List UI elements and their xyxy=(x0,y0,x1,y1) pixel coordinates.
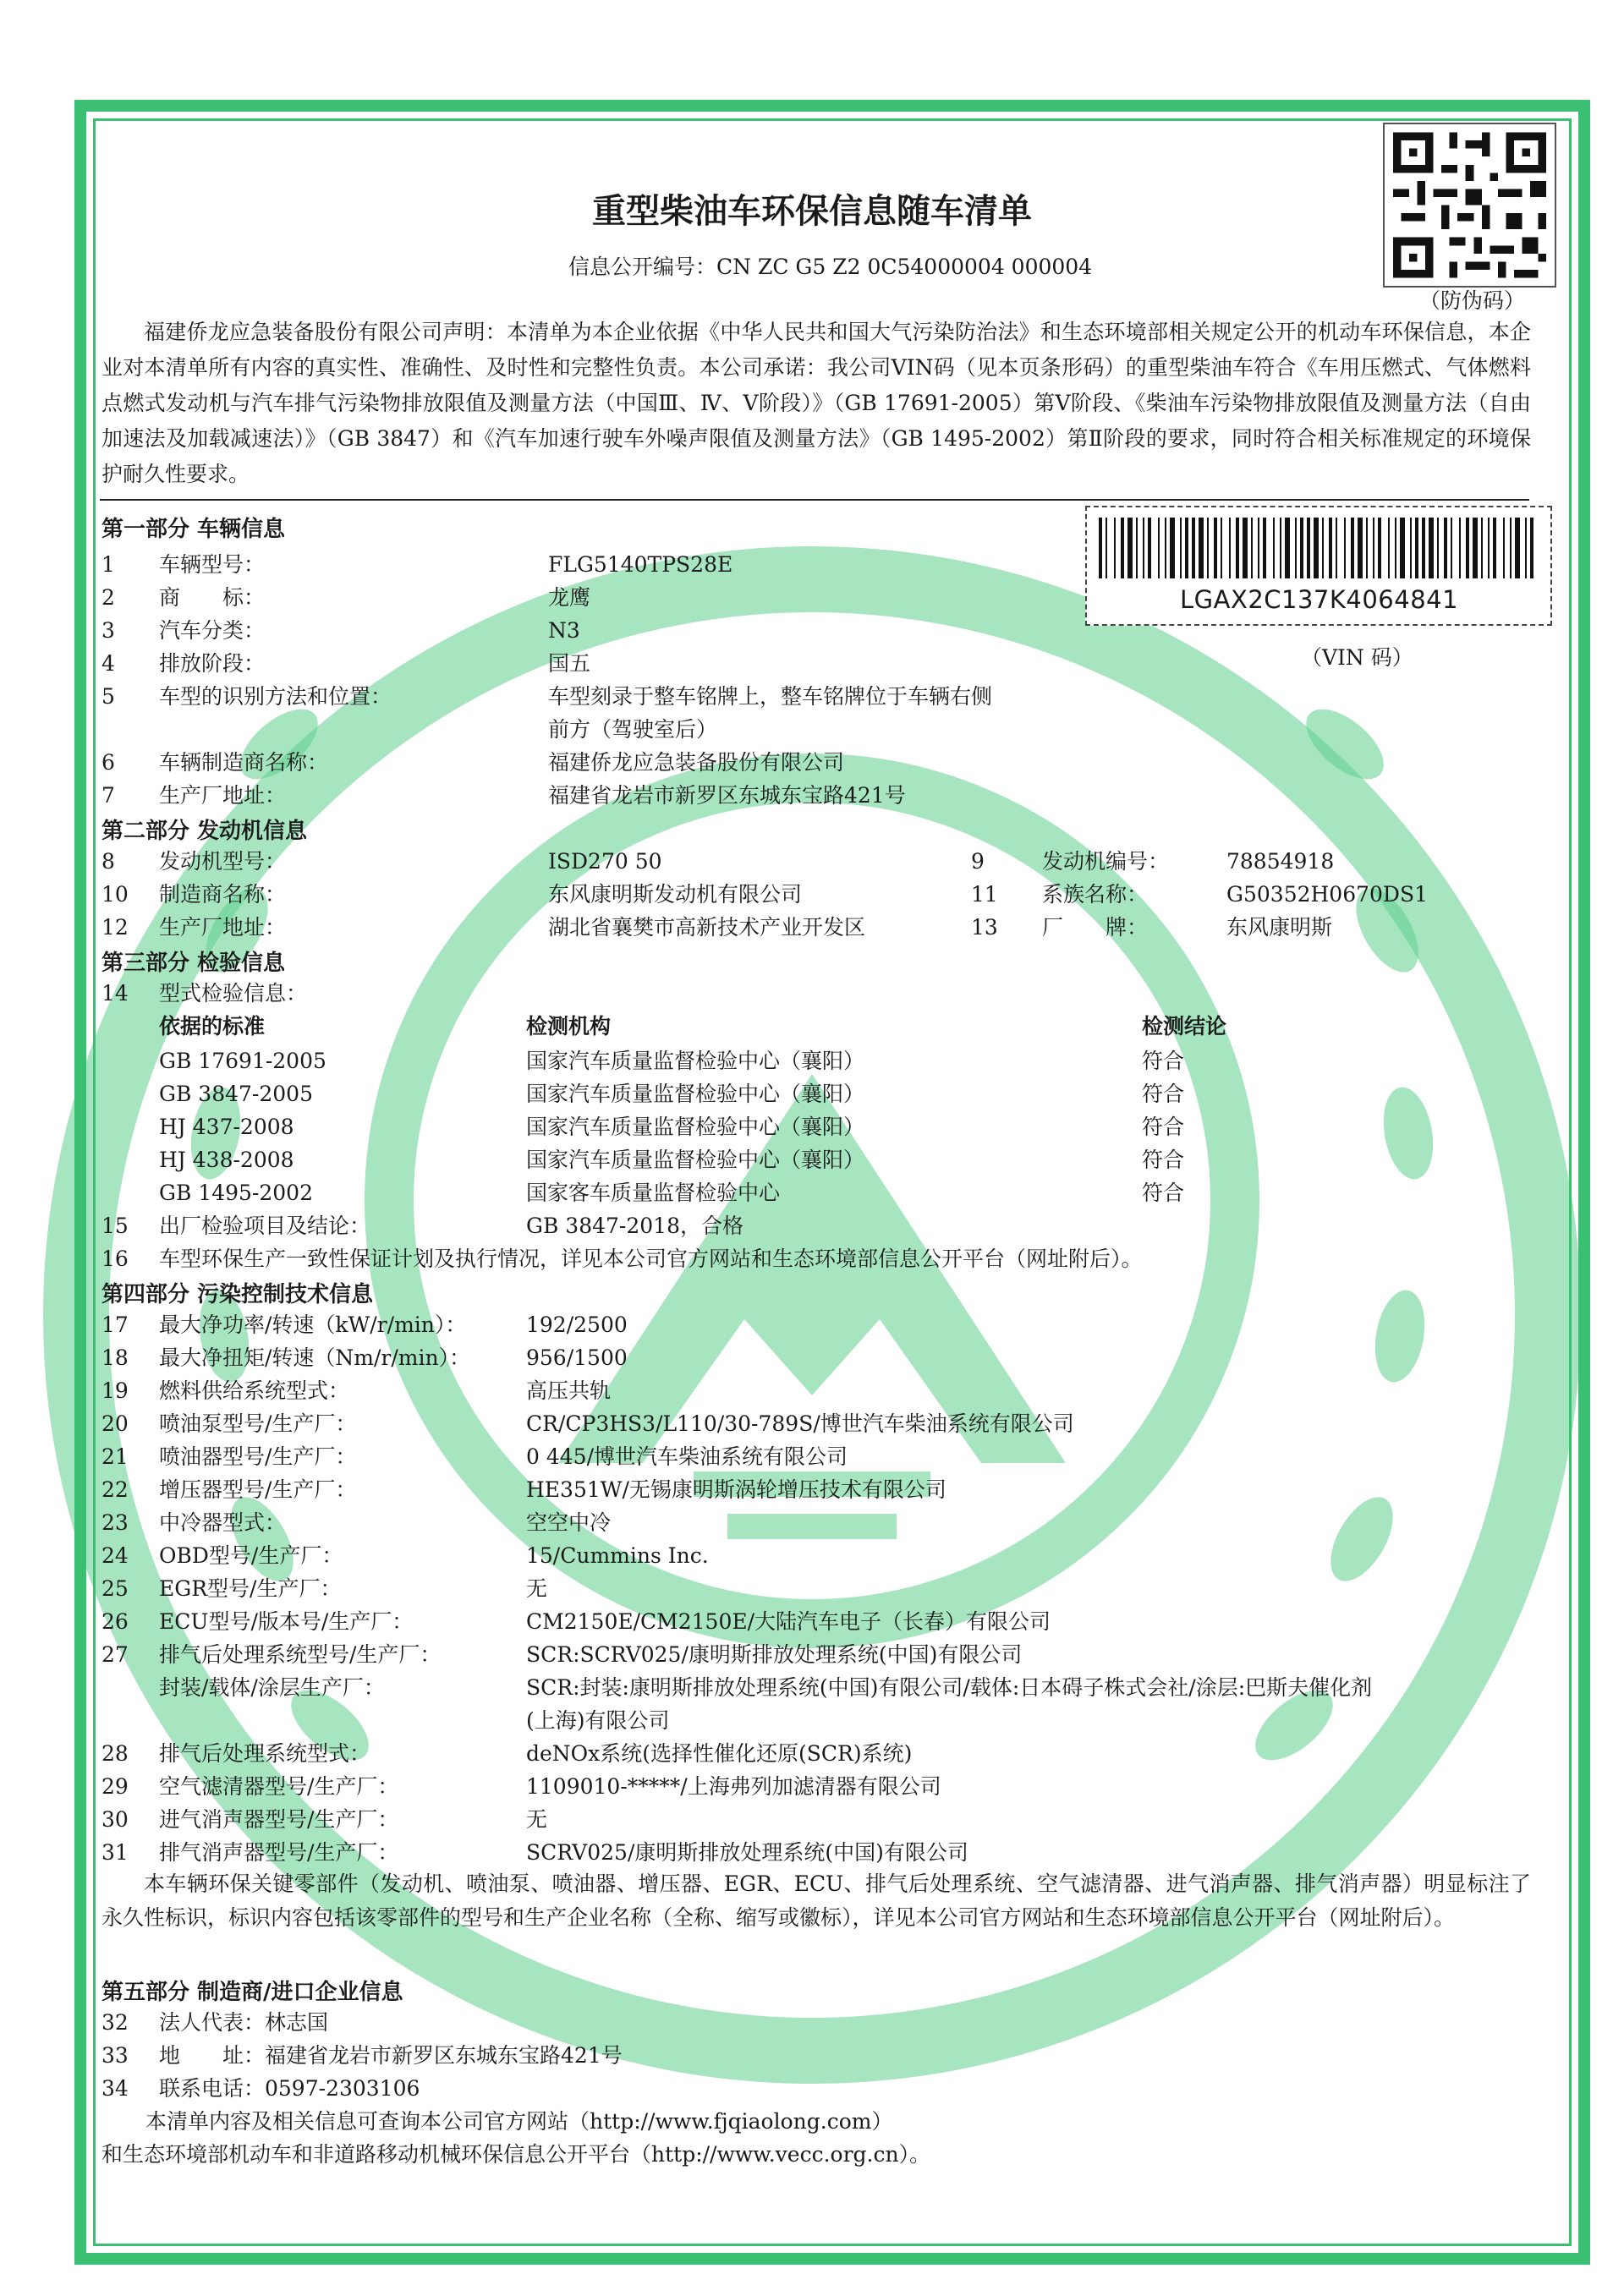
row-no: 13 xyxy=(971,915,998,940)
emission-stage-value: 国五 xyxy=(548,651,591,676)
part4-title: 第四部分 污染控制技术信息 xyxy=(102,1282,374,1307)
row-no: 1 xyxy=(102,552,115,577)
row-no: 20 xyxy=(102,1411,129,1436)
row-label: 制造商名称： xyxy=(159,882,287,907)
conformity-text: 车型环保生产一致性保证计划及执行情况，详见本公司官方网站和生态环境部信息公开平台（网址附后）。 xyxy=(159,1247,1143,1271)
part1-title: 第一部分 车辆信息 xyxy=(102,517,286,542)
divider xyxy=(100,499,1529,501)
row-no: 31 xyxy=(102,1840,129,1865)
test-agency: 国家汽车质量监督检验中心（襄阳） xyxy=(526,1049,865,1073)
engine-number-value: 78854918 xyxy=(1226,849,1335,874)
row-label: 排气后处理系统型式： xyxy=(159,1741,371,1766)
aftertreatment-type-value: deNOx系统(选择性催化还原(SCR)系统) xyxy=(526,1741,913,1766)
row-label: ECU型号/版本号/生产厂： xyxy=(159,1609,414,1634)
row-label: 车型的识别方法和位置： xyxy=(159,684,392,709)
row-label: 排放阶段： xyxy=(159,651,266,676)
category-value: N3 xyxy=(548,618,580,643)
test-standard: GB 3847-2005 xyxy=(159,1082,313,1106)
aftertreatment-value: SCR:SCRV025/康明斯排放处理系统(中国)有限公司 xyxy=(526,1642,1023,1667)
egr-value: 无 xyxy=(526,1576,548,1601)
identification-value-cont: 前方（驾驶室后） xyxy=(548,717,718,742)
row-no: 9 xyxy=(971,849,985,874)
test-result: 符合 xyxy=(1142,1148,1185,1172)
row-no: 18 xyxy=(102,1345,129,1370)
canning-substrate-coating-value-cont: (上海)有限公司 xyxy=(526,1708,670,1733)
vehicle-model-value: FLG5140TPS28E xyxy=(548,552,733,577)
test-standard: GB 1495-2002 xyxy=(159,1181,313,1205)
row-no: 19 xyxy=(102,1378,129,1403)
intake-silencer-value: 无 xyxy=(526,1807,548,1832)
factory-address-value: 福建省龙岩市新罗区东城东宝路421号 xyxy=(548,783,906,808)
ecu-value: CM2150E/CM2150E/大陆汽车电子（长春）有限公司 xyxy=(526,1609,1051,1634)
row-label: 系族名称： xyxy=(1042,882,1149,907)
row-label: 排气消声器型号/生产厂： xyxy=(159,1840,399,1865)
contact-phone: 联系电话：0597-2303106 xyxy=(159,2076,420,2101)
row-no: 33 xyxy=(102,2043,129,2068)
max-torque-value: 956/1500 xyxy=(526,1345,628,1370)
row-no: 10 xyxy=(102,882,129,907)
engine-maker-value: 东风康明斯发动机有限公司 xyxy=(548,882,803,907)
qr-code-icon xyxy=(1383,123,1556,288)
vin-code: LGAX2C137K4064841 xyxy=(1180,585,1459,614)
row-no: 30 xyxy=(102,1807,129,1832)
row-label: 排气后处理系统型号/生产厂： xyxy=(159,1642,442,1667)
test-result: 符合 xyxy=(1142,1082,1185,1106)
row-label: 燃料供给系统型式： xyxy=(159,1378,350,1403)
row-label: 封装/载体/涂层生产厂： xyxy=(159,1675,385,1700)
row-label: 发动机型号： xyxy=(159,849,287,874)
row-label: 车辆型号： xyxy=(159,552,266,577)
row-label: 喷油泵型号/生产厂： xyxy=(159,1411,357,1436)
row-label: EGR型号/生产厂： xyxy=(159,1576,342,1601)
row-label: 出厂检验项目及结论： xyxy=(159,1214,371,1238)
test-agency: 国家汽车质量监督检验中心（襄阳） xyxy=(526,1082,865,1106)
part2-title: 第二部分 发动机信息 xyxy=(102,819,308,844)
row-no: 2 xyxy=(102,585,115,610)
row-label: 型式检验信息： xyxy=(159,981,308,1006)
factory-inspection-value: GB 3847-2018，合格 xyxy=(526,1214,743,1238)
engine-factory-address-value: 湖北省襄樊市高新技术产业开发区 xyxy=(548,915,866,940)
durability-note: 本车辆环保关键零部件（发动机、喷油泵、喷油器、增压器、EGR、ECU、排气后处理系统、空气滤清器、进气消声器、排气消声器）明显标注了永久性标识，标识内容包括该零部件的型号和生产企业名称（全称、缩写或徽标），详见本公司官方网站和生态环境部信息公开平台（网址附后）。 xyxy=(102,1871,1531,1930)
row-no: 29 xyxy=(102,1774,129,1799)
row-label: 空气滤清器型号/生产厂： xyxy=(159,1774,399,1799)
injection-pump-value: CR/CP3HS3/L110/30-789S/博世汽车柴油系统有限公司 xyxy=(526,1411,1074,1436)
row-no: 24 xyxy=(102,1543,129,1568)
row-label: 厂 牌： xyxy=(1042,915,1149,940)
row-no: 27 xyxy=(102,1642,129,1667)
row-no: 4 xyxy=(102,651,115,676)
test-header-agency: 检测机构 xyxy=(526,1014,612,1038)
row-label: 发动机编号： xyxy=(1042,849,1170,874)
row-no: 21 xyxy=(102,1444,129,1469)
test-result: 符合 xyxy=(1142,1049,1185,1073)
part3-title: 第三部分 检验信息 xyxy=(102,951,286,976)
row-no: 3 xyxy=(102,618,115,643)
test-result: 符合 xyxy=(1142,1115,1185,1139)
row-no: 26 xyxy=(102,1609,129,1634)
row-label: 最大净扭矩/转速（Nm/r/min）： xyxy=(159,1345,471,1370)
identification-value: 车型刻录于整车铭牌上，整车铭牌位于车辆右侧 xyxy=(548,684,993,709)
company-address: 地 址：福建省龙岩市新罗区东城东宝路421号 xyxy=(159,2043,623,2068)
row-label: 生产厂地址： xyxy=(159,783,287,808)
test-result: 符合 xyxy=(1142,1181,1185,1205)
barcode-icon xyxy=(1099,518,1539,578)
row-no: 8 xyxy=(102,849,115,874)
test-agency: 国家客车质量监督检验中心 xyxy=(526,1181,781,1205)
row-label: 喷油器型号/生产厂： xyxy=(159,1444,357,1469)
row-no: 23 xyxy=(102,1510,129,1535)
row-no: 25 xyxy=(102,1576,129,1601)
row-label: 增压器型号/生产厂： xyxy=(159,1477,357,1502)
row-label: 汽车分类： xyxy=(159,618,266,643)
test-standard: HJ 438-2008 xyxy=(159,1148,294,1172)
max-power-value: 192/2500 xyxy=(526,1312,628,1337)
test-standard: GB 17691-2005 xyxy=(159,1049,326,1073)
brand-value: 龙鹰 xyxy=(548,585,591,610)
test-header-result: 检测结论 xyxy=(1142,1014,1227,1038)
engine-brand-value: 东风康明斯 xyxy=(1226,915,1333,940)
page-title: 重型柴油车环保信息随车清单 xyxy=(592,192,1032,231)
air-filter-value: 1109010-*****/上海弗列加滤清器有限公司 xyxy=(526,1774,941,1799)
row-no: 5 xyxy=(102,684,115,709)
test-header-standard: 依据的标准 xyxy=(159,1014,266,1038)
row-label: 进气消声器型号/生产厂： xyxy=(159,1807,399,1832)
footer-platform-line: 和生态环境部机动车和非道路移动机械环保信息公开平台（http://www.vecc.org.cn）。 xyxy=(102,2142,931,2167)
row-no: 7 xyxy=(102,783,115,808)
row-no: 12 xyxy=(102,915,129,940)
row-no: 11 xyxy=(971,882,998,907)
row-label: OBD型号/生产厂： xyxy=(159,1543,343,1568)
row-no: 34 xyxy=(102,2076,129,2101)
legal-representative: 法人代表：林志国 xyxy=(159,2010,329,2035)
test-agency: 国家汽车质量监督检验中心（襄阳） xyxy=(526,1115,865,1139)
engine-family-value: G50352H0670DS1 xyxy=(1226,882,1429,907)
canning-substrate-coating-value: SCR:封装:康明斯排放处理系统(中国)有限公司/载体:日本碍子株式会社/涂层:巴斯夫催化剂 xyxy=(526,1675,1373,1700)
row-label: 商 标： xyxy=(159,585,266,610)
turbocharger-value: HE351W/无锡康明斯涡轮增压技术有限公司 xyxy=(526,1477,946,1502)
row-no: 22 xyxy=(102,1477,129,1502)
exhaust-silencer-value: SCRV025/康明斯排放处理系统(中国)有限公司 xyxy=(526,1840,968,1865)
row-no: 17 xyxy=(102,1312,129,1337)
row-no: 15 xyxy=(102,1214,129,1238)
row-no: 32 xyxy=(102,2010,129,2035)
injector-value: 0 445/博世汽车柴油系统有限公司 xyxy=(526,1444,848,1469)
intercooler-value: 空空中冷 xyxy=(526,1510,612,1535)
row-label: 车辆制造商名称： xyxy=(159,750,329,775)
vin-label: （VIN 码） xyxy=(1301,645,1413,670)
row-no: 28 xyxy=(102,1741,129,1766)
part5-title: 第五部分 制造商/进口企业信息 xyxy=(102,1980,403,2005)
row-label: 中冷器型式： xyxy=(159,1510,287,1535)
fuel-system-value: 高压共轨 xyxy=(526,1378,612,1403)
manufacturer-value: 福建侨龙应急装备股份有限公司 xyxy=(548,750,845,775)
row-no: 16 xyxy=(102,1247,129,1271)
row-no: 14 xyxy=(102,981,129,1006)
engine-model-value: ISD270 50 xyxy=(548,849,662,874)
row-no: 6 xyxy=(102,750,115,775)
company-statement: 福建侨龙应急装备股份有限公司声明：本清单为本企业依据《中华人民共和国大气污染防治法》和生态环境部相关规定公开的机动车环保信息，本企业对本清单所有内容的真实性、准确性、及时性和完整性负责。本公司承诺：我公司VIN码（见本页条形码）的重型柴油车符合《车用压燃式、气体燃料点燃式发动机与汽车排气污染物排放限值及测量方法（中国Ⅲ、Ⅳ、Ⅴ阶段）》（GB 17691-2005）第Ⅴ阶段、《柴油车污染物排放限值及测量方法（自由加速法及加载减速法）》（GB 3847）和《汽车加速行驶车外噪声限值及测量方法》（GB 1495-2002）第Ⅱ阶段的要求，同时符合相关标准规定的环境保护耐久性要求。 xyxy=(102,320,1531,486)
row-label: 最大净功率/转速（kW/r/min）： xyxy=(159,1312,467,1337)
row-label: 生产厂地址： xyxy=(159,915,287,940)
info-publication-number: 信息公开编号：CN ZC G5 Z2 0C54000004 000004 xyxy=(568,255,1093,279)
footer-website-line: 本清单内容及相关信息可查询本公司官方网站（http://www.fjqiaolong.com） xyxy=(145,2109,893,2134)
obd-value: 15/Cummins Inc. xyxy=(526,1543,709,1568)
test-agency: 国家汽车质量监督检验中心（襄阳） xyxy=(526,1148,865,1172)
anti-counterfeit-label: （防伪码） xyxy=(1419,288,1526,313)
test-standard: HJ 437-2008 xyxy=(159,1115,294,1139)
